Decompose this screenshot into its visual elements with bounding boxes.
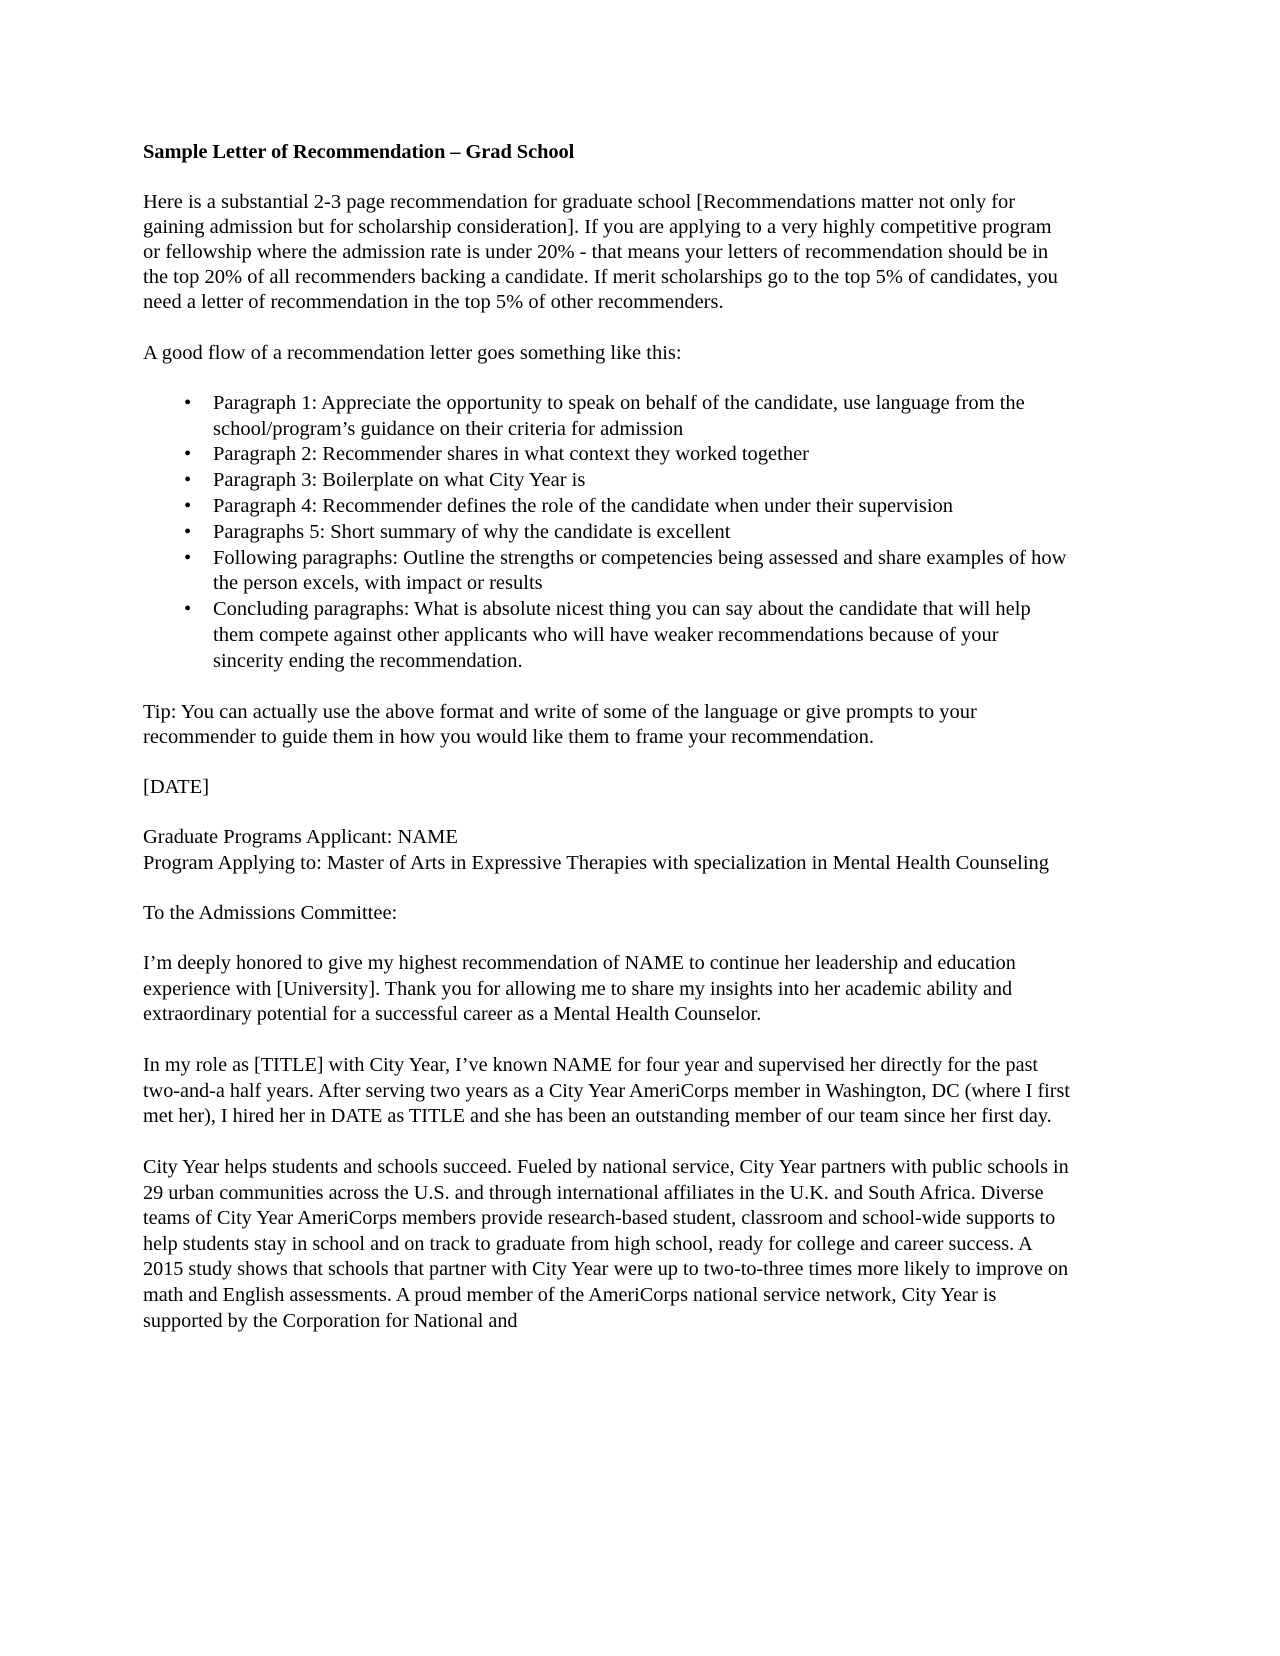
list-item-label: Concluding paragraphs: What is absolute nicest thing you can say about the candidate that will help them compete against other applicants who will have weaker recommendations because of your sincerity ending the recommendation. (213, 598, 1031, 672)
list-item (143, 468, 1071, 494)
spacer (143, 675, 1071, 700)
bullet-icon: • (184, 469, 192, 492)
list-item-label: Paragraph 3: Boilerplate on what City Year is (213, 469, 586, 492)
spacer (143, 800, 1071, 825)
list-item (143, 494, 1071, 520)
spacer (143, 750, 1071, 775)
salutation-line: To the Admissions Committee: (143, 902, 398, 925)
bullet-icon: • (184, 391, 192, 414)
body-paragraph-3: City Year helps students and schools succeed. Fueled by national service, City Year partners with public schools in 29 urban communities across the U.S. and through international affiliates in the U.K. and South Africa. Diverse teams of City Year AmeriCorps members provide research-based student, classroom and school-wide supports to help students stay in school and on track to graduate from high school, ready for college and career success. A 2015 study shows that schools that partner with City Year were up to two-to-three times more likely to improve on math and English assessments. A proud member of the AmeriCorps national service network, City Year is supported by the Corporation for National and (143, 1156, 1069, 1332)
spacer (143, 876, 1071, 901)
list-item (143, 597, 1071, 674)
list-item (143, 391, 1071, 443)
date-line: [DATE] (143, 775, 210, 798)
spacer (143, 316, 1071, 341)
flow-bullet-list (143, 391, 1071, 675)
tip-paragraph: Tip: You can actually use the above format and write of some of the language or give prompts to your recommender to guide them in how you would like them to frame your recommendation. (143, 700, 977, 748)
spacer (143, 1130, 1071, 1155)
intro-paragraph: Here is a substantial 2-3 page recommendation for graduate school [Recommendations matter not only for gaining admission but for scholarship consideration]. If you are applying to a very highly competitive program or fellowship where the admission rate is under 20% - that means your letters of recommendation should be in the top 20% of all recommenders backing a candidate. If merit scholarships go to the top 5% of candidates, you need a letter of recommendation in the top 5% of other recommenders. (143, 191, 1058, 314)
list-item (143, 520, 1071, 546)
list-item-label: Paragraph 1: Appreciate the opportunity to speak on behalf of the candidate, use language from the school/program’s guidance on their criteria for admission (213, 391, 1025, 440)
body-paragraph-1: I’m deeply honored to give my highest recommendation of NAME to continue her leadership and education experience with [University]. Thank you for allowing me to share my insights into her academic ability and extraordinary potential for a successful career as a Mental Health Counselor. (143, 952, 1016, 1026)
bullet-icon: • (184, 598, 192, 621)
body-paragraph-2: In my role as [TITLE] with City Year, I’ve known NAME for four year and supervised her directly for the past two-and-a half years. After serving two years as a City Year AmeriCorps member in Washington, DC (where I first met her), I hired her in DATE as TITLE and she has been an outstanding member of our team since her first day. (143, 1054, 1070, 1128)
bullet-icon: • (184, 443, 192, 466)
list-item (143, 442, 1071, 468)
document-content (143, 140, 1071, 1334)
list-item (143, 546, 1071, 598)
bullet-icon: • (184, 495, 192, 518)
flow-lead-in-paragraph: A good flow of a recommendation letter goes something like this: (143, 341, 682, 364)
applicant-line: Graduate Programs Applicant: NAME (143, 826, 458, 849)
page-title: Sample Letter of Recommendation – Grad School (143, 141, 575, 163)
list-item-label: Paragraph 2: Recommender shares in what context they worked together (213, 443, 810, 466)
list-item-label: Paragraph 4: Recommender defines the role of the candidate when under their supervision (213, 495, 954, 518)
program-line: Program Applying to: Master of Arts in Expressive Therapies with specialization in Mental Health Counseling (143, 851, 1050, 874)
list-item-label: Following paragraphs: Outline the strengths or competencies being assessed and share examples of how the person excels, with impact or results (213, 546, 1067, 595)
bullet-icon: • (184, 546, 192, 569)
list-item-label: Paragraphs 5: Short summary of why the candidate is excellent (213, 520, 731, 543)
spacer (143, 165, 1071, 190)
bullet-icon: • (184, 520, 192, 543)
letter-body (143, 951, 1071, 1334)
spacer (143, 926, 1071, 951)
applicant-block (143, 825, 1071, 876)
spacer (143, 366, 1071, 391)
spacer (143, 1028, 1071, 1053)
